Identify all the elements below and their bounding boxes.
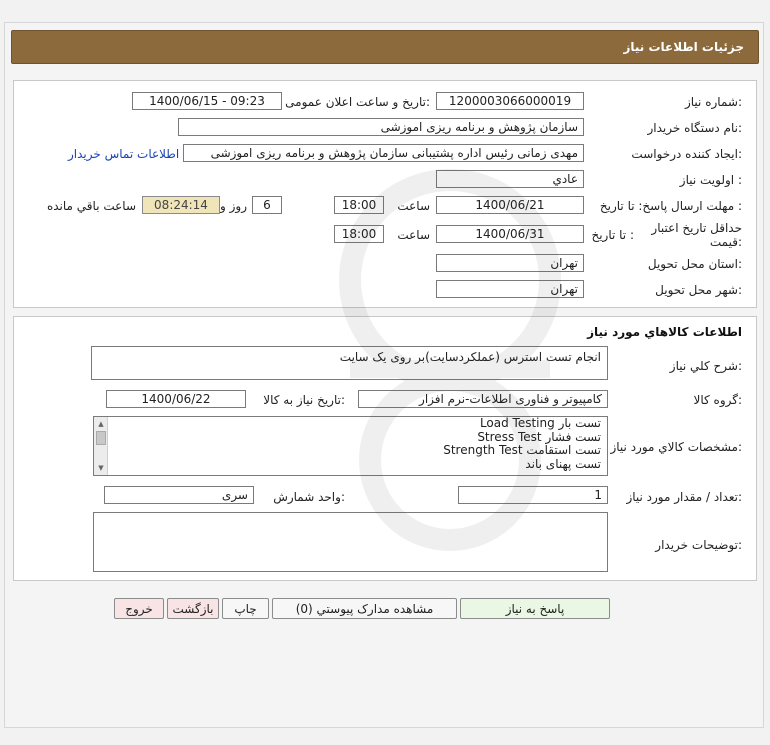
need-number-field[interactable]: 1200003066000019	[436, 92, 584, 110]
buyer-notes-field[interactable]	[93, 512, 608, 572]
page-header	[11, 30, 759, 64]
scroll-down-icon[interactable]: ▼	[98, 464, 104, 472]
buyer-notes-label: توضيحات خريدار:	[655, 538, 742, 552]
announce-field[interactable]: 1400/06/15 - 09:23	[132, 92, 282, 110]
delivery-city-label: شهر محل تحويل:	[655, 283, 742, 297]
specs-item[interactable]: تست فشار Stress Test	[477, 429, 601, 444]
goods-group-label: گروه کالا:	[693, 393, 742, 407]
buyer-org-field[interactable]: سازمان پژوهش و برنامه ریزی اموزشی	[178, 118, 584, 136]
exit-button[interactable]: خروج	[114, 598, 164, 619]
buyer-org-label: نام دستگاه خريدار:	[647, 121, 742, 135]
unit-label: واحد شمارش:	[273, 490, 345, 504]
reply-time-field[interactable]: 18:00	[334, 196, 384, 214]
priority-label: اولويت نياز :	[679, 173, 742, 187]
page-title: جزئيات اطلاعات نياز	[623, 40, 744, 54]
general-desc-field[interactable]: انجام تست استرس (عملکردسایت)بر روی یک سایت	[91, 346, 608, 380]
delivery-province-field[interactable]: تهران	[436, 254, 584, 272]
scroll-up-icon[interactable]: ▲	[98, 420, 104, 428]
days-label: روز و	[220, 199, 247, 213]
remaining-time-field: 08:24:14	[142, 196, 220, 214]
back-button[interactable]: بازگشت	[167, 598, 219, 619]
reply-time-label: ساعت	[397, 199, 430, 213]
quantity-field[interactable]: 1	[458, 486, 608, 504]
quantity-label: تعداد / مقدار مورد نياز:	[626, 490, 742, 504]
delivery-city-field[interactable]: تهران	[436, 280, 584, 298]
remaining-label: ساعت باقي مانده	[46, 199, 136, 213]
specs-label: مشخصات کالاي مورد نياز:	[610, 440, 742, 454]
reply-button[interactable]: پاسخ به نياز	[460, 598, 610, 619]
need-date-field[interactable]: 1400/06/22	[106, 390, 246, 408]
price-time-field[interactable]: 18:00	[334, 225, 384, 243]
specs-item[interactable]: تست استقامت Strength Test	[443, 443, 601, 457]
need-info-panel	[13, 80, 757, 308]
creator-field[interactable]: مهدی زمانی رئیس اداره پشتیبانی سازمان پژوهش و برنامه ریزی اموزشی	[183, 144, 584, 162]
price-date-field[interactable]: 1400/06/31	[436, 225, 584, 243]
delivery-province-label: استان محل تحويل:	[647, 257, 742, 271]
creator-label: ايجاد کننده درخواست:	[631, 147, 742, 161]
price-to-date-label: تا تاريخ :	[591, 228, 634, 242]
general-desc-label: شرح کلي نياز:	[669, 359, 742, 373]
specs-scrollbar[interactable]	[94, 417, 108, 475]
need-date-label: تاريخ نياز به کالا:	[263, 393, 345, 407]
specs-item[interactable]: تست بار Load Testing	[479, 416, 601, 430]
need-number-label: شماره نياز:	[684, 95, 742, 109]
buyer-contact-link[interactable]: اطلاعات تماس خريدار	[68, 147, 180, 161]
priority-field[interactable]: عادي	[436, 170, 584, 188]
view-documents-button[interactable]: مشاهده مدارک پيوستي (0)	[272, 598, 457, 619]
days-field[interactable]: 6	[252, 196, 282, 214]
unit-field[interactable]: سری	[104, 486, 254, 504]
goods-group-field[interactable]: کامپیوتر و فناوری اطلاعات-نرم افزار	[358, 390, 608, 408]
reply-deadline-label: مهلت ارسال پاسخ: تا تاريخ :	[599, 199, 742, 213]
price-validity-label: حداقل تاريخ اعتبار قيمت:	[651, 221, 742, 249]
reply-date-field[interactable]: 1400/06/21	[436, 196, 584, 214]
announce-label: تاريخ و ساعت اعلان عمومی:	[285, 95, 430, 109]
scroll-thumb[interactable]	[96, 431, 106, 445]
print-button[interactable]: چاپ	[222, 598, 269, 619]
goods-section-title: اطلاعات کالاهاي مورد نياز	[587, 325, 742, 339]
price-time-label: ساعت	[397, 228, 430, 242]
specs-listbox[interactable]	[93, 416, 608, 476]
specs-item[interactable]: تست پهنای باند	[525, 456, 601, 471]
